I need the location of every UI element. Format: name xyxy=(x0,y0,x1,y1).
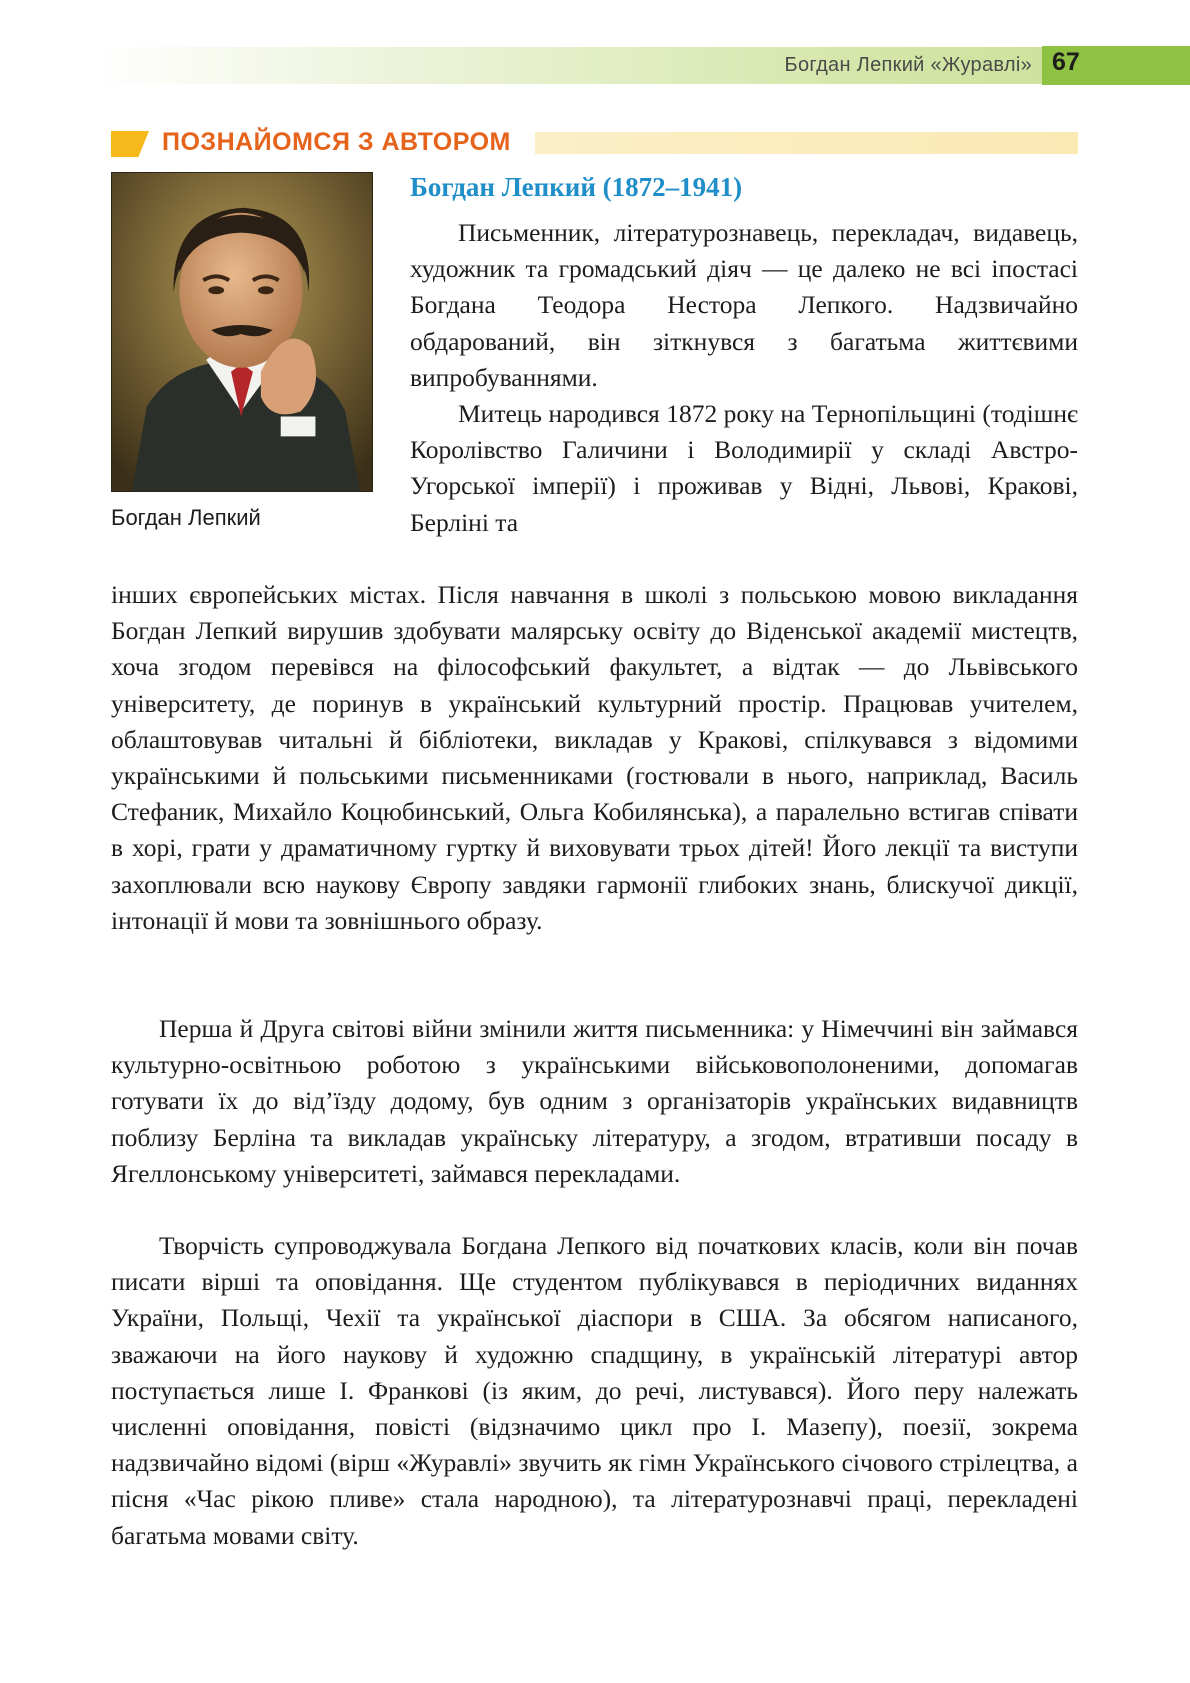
paragraph-3: Перша й Друга світові війни змінили життя письменника: у Німеччині він займався культурно-освітньою роботою з українськими військовополоненими, допомагав готувати їх до від’їзду додому, був одним з організаторів українських видавництв поблизу Берліна та викладав українську літературу, а згодом, втративши посаду в Ягеллонському університеті, займався перекладами. xyxy=(111,1014,1078,1188)
portrait-image xyxy=(112,173,372,491)
running-title: Богдан Лепкий «Журавлі» xyxy=(784,54,1032,76)
paragraph-2-start: Митець народився 1872 року на Тернопільщині (тодішнє Королівство Галичини і Володимирії у складі Австро-Угорської імперії) і проживав у Відні, Львові, Кракові, Берліні та xyxy=(410,399,1078,537)
paragraph-4: Творчість супроводжувала Богдана Лепкого від початкових класів, коли він почав писати вірші та оповідання. Ще студентом публікувався в періодичних виданнях України, Польщі, Чехії та української діаспори в США. За обсягом написаного, зважаючи на його наукову й художню спадщину, в українській літературі автор поступається лише І. Франкові (із яким, до речі, листувався). Його перу належать численні оповідання, повісті (відзначимо цикл про І. Мазепу), поезії, зокрема надзвичайно відомі (вірш «Журавлі» звучить як гімн Українського січового стрілецтва, а пісня «Час рікою пливе» стала народною), та літературознавчі праці, перекладені багатьма мовами світу. xyxy=(111,1231,1078,1550)
portrait-caption: Богдан Лепкий xyxy=(111,505,261,530)
section-marker-icon xyxy=(111,131,149,157)
page-number: 67 xyxy=(1052,48,1080,76)
article-column-text xyxy=(410,215,1078,541)
paragraph-1: Письменник, літературознавець, перекладач, видавець, художник та громадський діяч — це далеко не всі іпостасі Богдана Теодора Нестора Лепкого. Надзвичайно обдарований, він зіткнувся з багатьма життєвими випробуваннями. xyxy=(410,218,1078,392)
section-rule xyxy=(535,132,1078,154)
article-title: Богдан Лепкий (1872–1941) xyxy=(410,172,743,202)
section-heading: ПОЗНАЙОМСЯ З АВТОРОМ xyxy=(162,128,511,156)
paragraph-2-continued: інших європейських містах. Після навчання в школі з польською мовою викладання Богдан Лепкий вирушив здобувати малярську освіту до Віденської академії мистецтв, хоча згодом перевівся на філософський факультет, а відтак — до Львівського університету, де поринув в український культурний простір. Працював учителем, облаштовував читальні й бібліотеки, викладав у Кракові, спілкувався з відомими українськими й польськими письменниками (гостювали в нього, наприклад, Василь Стефаник, Михайло Коцюбинський, Ольга Кобилянська), а паралельно встигав співати в хорі, грати у драматичному гуртку й виховувати трьох дітей! Його лекції та виступи захоплювали всю наукову Європу завдяки гармонії глибоких знань, блискучої дикції, інтонації й мови та зовнішнього образу. xyxy=(111,580,1078,935)
author-portrait xyxy=(111,172,373,492)
